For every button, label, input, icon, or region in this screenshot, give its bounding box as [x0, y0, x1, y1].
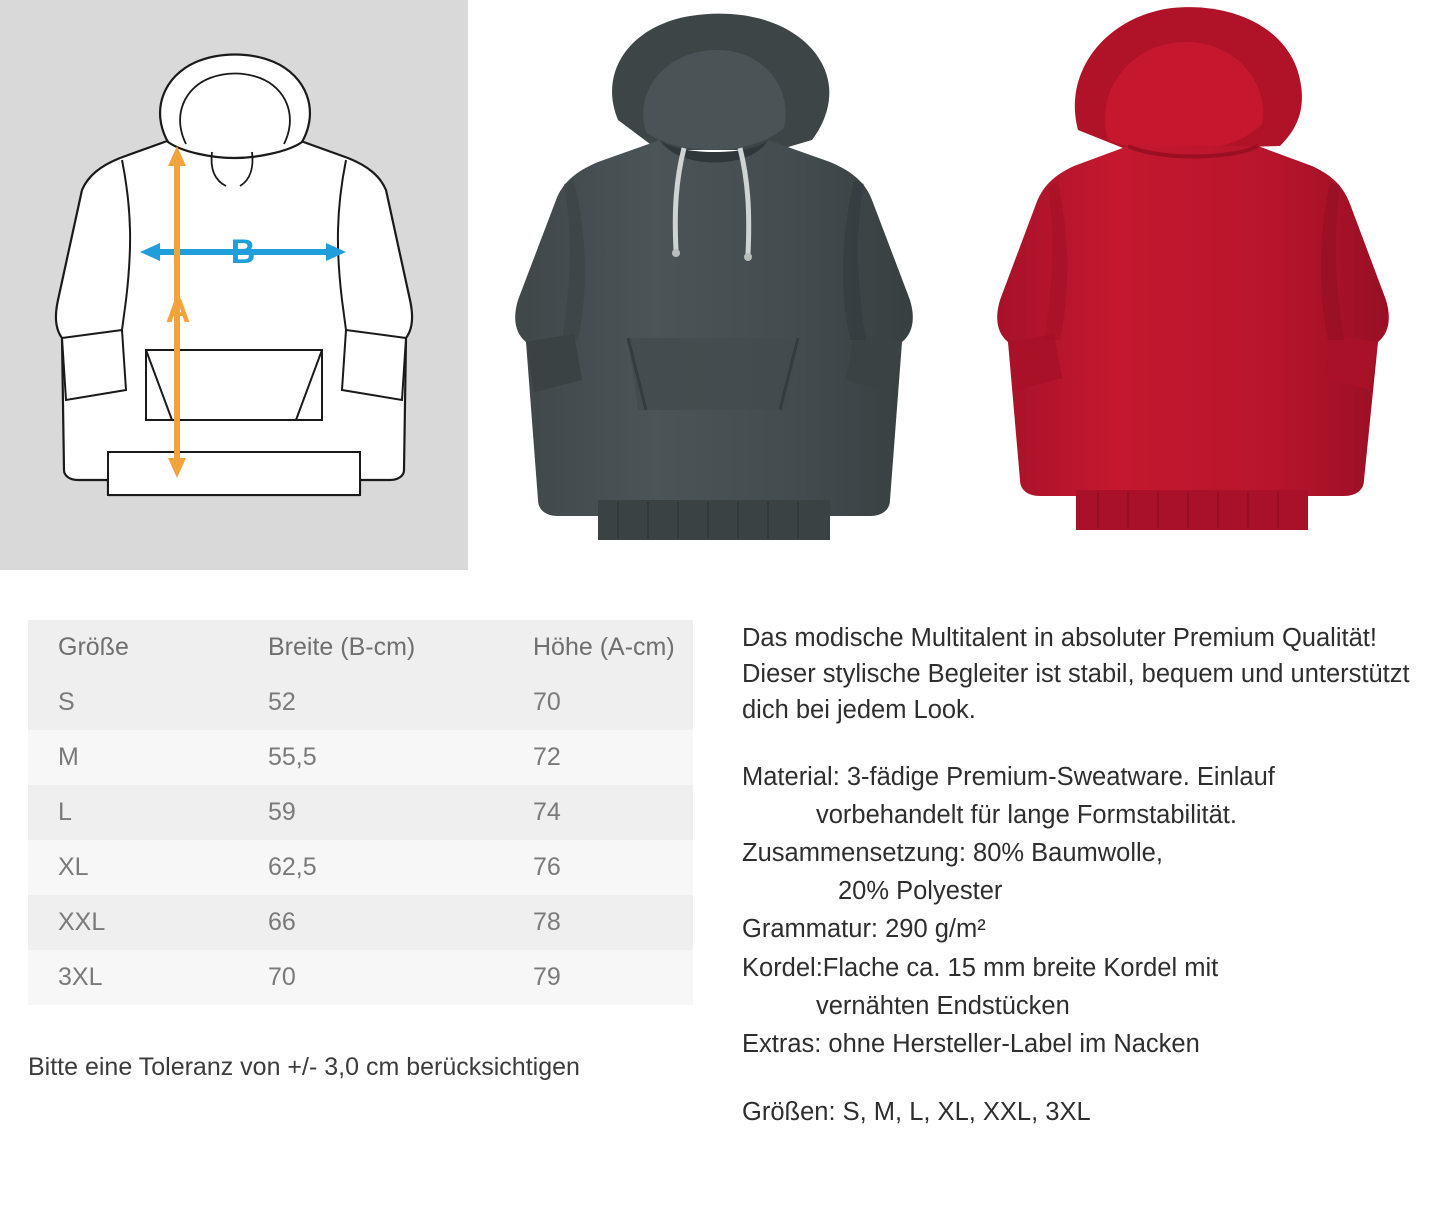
- table-row: [28, 840, 693, 895]
- column-header-height: Höhe (A-cm): [503, 620, 693, 675]
- cell-height: 78: [533, 908, 561, 936]
- cell-width: 62,5: [268, 853, 317, 881]
- cell-height: 74: [533, 798, 561, 826]
- diagram-label-b: B: [230, 233, 256, 271]
- hoodie-front-svg: [478, 0, 948, 570]
- cell-width: 52: [268, 688, 296, 716]
- size-table-header-row: [28, 620, 693, 675]
- column-header-size: Größe: [28, 620, 238, 675]
- details-section: [0, 600, 1445, 1132]
- cell-height: 72: [533, 743, 561, 771]
- cell-size: XXL: [58, 908, 106, 936]
- product-images-row: [0, 0, 1445, 600]
- cell-width: 66: [268, 908, 296, 936]
- material-line-1: Material: 3-fädige Premium-Sweatware. Einlauf: [742, 762, 1275, 791]
- cell-height: 70: [533, 688, 561, 716]
- table-row: [28, 950, 693, 1005]
- table-row: [28, 730, 693, 785]
- hoodie-back-svg: [958, 0, 1428, 570]
- table-row: [28, 895, 693, 950]
- cell-height: 79: [533, 963, 561, 991]
- extras-line: Extras: ohne Hersteller-Label im Nacken: [742, 1030, 1200, 1059]
- cell-size: 3XL: [58, 963, 103, 991]
- column-header-width: Breite (B-cm): [238, 620, 503, 675]
- sizes-line: Größen: S, M, L, XL, XXL, 3XL: [742, 1098, 1091, 1127]
- grammatur-line: Grammatur: 290 g/m²: [742, 915, 986, 944]
- hoodie-back-photo: [958, 0, 1428, 570]
- kordel-line-2: vernähten Endstücken: [816, 991, 1070, 1020]
- cell-height: 76: [533, 853, 561, 881]
- composition-line-1: Zusammensetzung: 80% Baumwolle,: [742, 839, 1163, 868]
- cell-width: 70: [268, 963, 296, 991]
- cell-size: L: [58, 798, 72, 826]
- hoodie-front-photo: [478, 0, 948, 570]
- table-row: [28, 785, 693, 840]
- kordel-line-1: Kordel:Flache ca. 15 mm breite Kordel mit: [742, 953, 1219, 982]
- table-row: [28, 675, 693, 730]
- size-table-column: [0, 620, 720, 1082]
- tolerance-note: Bitte eine Toleranz von +/- 3,0 cm berücksichtigen: [28, 1053, 580, 1081]
- diagram-label-a: A: [165, 292, 191, 330]
- description-column: [720, 620, 1445, 1132]
- composition-line-2: 20% Polyester: [838, 877, 1003, 906]
- size-table: [28, 620, 693, 1005]
- hoodie-measurement-diagram: [0, 0, 468, 570]
- cell-width: 59: [268, 798, 296, 826]
- cell-size: XL: [58, 853, 89, 881]
- measurement-diagram-svg: [0, 0, 468, 570]
- description-intro: Das modische Multitalent in absoluter Premium Qualität! Dieser stylische Begleiter ist stabil, bequem und unterstützt dich bei jedem Look.: [742, 624, 1410, 725]
- material-line-2: vorbehandelt für lange Formstabilität.: [816, 800, 1237, 829]
- cell-size: S: [58, 688, 75, 716]
- cell-size: M: [58, 743, 79, 771]
- cell-width: 55,5: [268, 743, 317, 771]
